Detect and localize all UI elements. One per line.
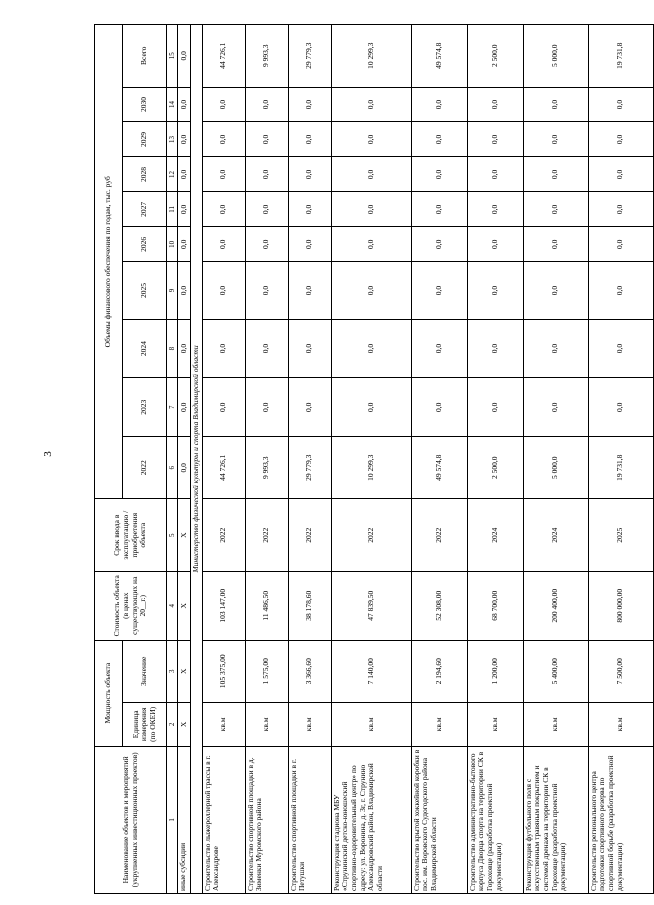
table-cell: Х (178, 499, 191, 571)
funding-value: 0,0 (588, 122, 653, 157)
table-cell: 0,0 (178, 378, 191, 437)
funding-value: 0,0 (411, 262, 467, 319)
unit-cell: кв.м (331, 703, 411, 747)
total-value: 49 574,8 (411, 25, 467, 88)
unit-cell: кв.м (288, 703, 331, 747)
funding-value: 0,0 (523, 319, 588, 378)
unit-cell: кв.м (202, 703, 245, 747)
funding-value: 0,0 (331, 319, 411, 378)
funding-value: 0,0 (202, 227, 245, 262)
funding-value: 9 993,3 (245, 437, 288, 499)
header-commission: Срок ввода в эксплуатацию / приобретения объекта (95, 499, 167, 571)
capacity-value: 2 194,60 (411, 640, 467, 702)
commission-year: 2022 (288, 499, 331, 571)
funding-value: 0,0 (245, 378, 288, 437)
funding-value: 0,0 (202, 262, 245, 319)
funding-value: 0,0 (588, 227, 653, 262)
funding-value: 0,0 (411, 227, 467, 262)
capacity-value: 7 140,00 (331, 640, 411, 702)
funding-value: 0,0 (331, 378, 411, 437)
column-number: 9 (167, 262, 178, 319)
unit-cell: кв.м (467, 703, 523, 747)
column-number: 4 (167, 571, 178, 640)
header-year: 2027 (123, 192, 167, 227)
funding-value: 0,0 (288, 378, 331, 437)
header-year: 2025 (123, 262, 167, 319)
header-year: 2030 (123, 87, 167, 122)
cost-value: 800 000,00 (588, 571, 653, 640)
cost-value: 38 178,60 (288, 571, 331, 640)
funding-value: 0,0 (467, 319, 523, 378)
capacity-value: 1 200,00 (467, 640, 523, 702)
object-name: Строительство лыжероллерной трассы в г. Александрове (202, 746, 245, 893)
funding-value: 0,0 (411, 319, 467, 378)
column-number: 7 (167, 378, 178, 437)
funding-value: 5 000,0 (523, 437, 588, 499)
funding-value: 0,0 (467, 262, 523, 319)
funding-value: 0,0 (288, 87, 331, 122)
other-subsidies-label: иные субсидии (178, 746, 191, 893)
header-total: Всего (123, 25, 167, 88)
funding-value: 0,0 (467, 87, 523, 122)
table-cell: 0,0 (178, 122, 191, 157)
total-value: 29 779,3 (288, 25, 331, 88)
header-year: 2026 (123, 227, 167, 262)
funding-value: 0,0 (467, 227, 523, 262)
header-year: 2029 (123, 122, 167, 157)
funding-value: 0,0 (588, 378, 653, 437)
funding-value: 0,0 (588, 87, 653, 122)
table-row (202, 25, 245, 894)
unit-cell: кв.м (411, 703, 467, 747)
object-name: Строительство крытой хоккейной коробки в пос. им. Воровского Судогодского района Владимирской области (411, 746, 467, 893)
funding-value: 44 726,1 (202, 437, 245, 499)
funding-value: 0,0 (331, 122, 411, 157)
funding-value: 19 731,8 (588, 437, 653, 499)
funding-value: 0,0 (331, 262, 411, 319)
funding-value: 0,0 (523, 87, 588, 122)
funding-value: 0,0 (588, 192, 653, 227)
funding-value: 0,0 (245, 87, 288, 122)
funding-value: 0,0 (523, 378, 588, 437)
column-number: 3 (167, 640, 178, 702)
header-year: 2023 (123, 378, 167, 437)
funding-value: 0,0 (467, 122, 523, 157)
table-row (588, 25, 653, 894)
header-funding: Объемы финансового обеспечения по годам, тыс. руб (95, 25, 123, 500)
funding-value: 0,0 (245, 227, 288, 262)
funding-value: 0,0 (588, 157, 653, 192)
object-name: Реконструкция футбольного поля с искусственным травяным покрытием и системой дренажа на территории СК в Гороховце (разработка проектной документации) (523, 746, 588, 893)
funding-value: 0,0 (331, 227, 411, 262)
object-name: Реконструкция стадиона МБУ «Струнинский детско-юношеский спортивно-оздоровительный центр» по адресу: ул. Воронина, д. 3г, г. Струнино Александровский район, Владимирской области (331, 746, 411, 893)
funding-value: 2 500,0 (467, 437, 523, 499)
funding-value: 0,0 (467, 192, 523, 227)
table-cell: 0,0 (178, 437, 191, 499)
commission-year: 2022 (331, 499, 411, 571)
table-cell: 0,0 (178, 157, 191, 192)
table-cell: Х (178, 703, 191, 747)
table-row (288, 25, 331, 894)
funding-value: 0,0 (411, 192, 467, 227)
ministry-heading: Министерство физической культуры и спорта Владимирской области (191, 25, 203, 894)
unit-cell: кв.м (588, 703, 653, 747)
unit-cell: кв.м (245, 703, 288, 747)
cost-value: 11 486,50 (245, 571, 288, 640)
funding-value: 0,0 (202, 192, 245, 227)
funding-value: 0,0 (288, 319, 331, 378)
capacity-value: 7 500,00 (588, 640, 653, 702)
header-name: Наименование объектов и мероприятий (укрупненных инвестиционных проектов) (95, 746, 167, 893)
table-row (411, 25, 467, 894)
funding-value: 29 779,3 (288, 437, 331, 499)
funding-value: 0,0 (202, 378, 245, 437)
funding-value: 0,0 (523, 122, 588, 157)
column-number: 8 (167, 319, 178, 378)
funding-value: 0,0 (288, 192, 331, 227)
funding-value: 0,0 (202, 319, 245, 378)
commission-year: 2022 (411, 499, 467, 571)
funding-value: 0,0 (245, 122, 288, 157)
header-capacity: Мощность объекта (95, 640, 123, 746)
funding-value: 0,0 (411, 87, 467, 122)
funding-value: 0,0 (523, 192, 588, 227)
funding-value: 10 299,3 (331, 437, 411, 499)
funding-value: 0,0 (202, 87, 245, 122)
column-number: 10 (167, 227, 178, 262)
table-row (245, 25, 288, 894)
table-cell: 0,0 (178, 319, 191, 378)
commission-year: 2024 (467, 499, 523, 571)
header-unit: Единица измерения (по ОКЕИ) (123, 703, 167, 747)
capacity-value: 5 400,00 (523, 640, 588, 702)
header-cost: Стоимость объекта (в ценах существующих на 20__г.) (95, 571, 167, 640)
header-year: 2024 (123, 319, 167, 378)
column-number: 13 (167, 122, 178, 157)
total-value: 19 731,8 (588, 25, 653, 88)
data-rows (202, 25, 653, 894)
object-name: Строительство административно-бытового корпуса Дворца спорта на территории СК в Гороховце (разработка проектной документации) (467, 746, 523, 893)
table-cell: 0,0 (178, 227, 191, 262)
funding-value: 0,0 (288, 122, 331, 157)
table-row (331, 25, 411, 894)
total-value: 10 299,3 (331, 25, 411, 88)
column-number: 11 (167, 192, 178, 227)
funding-value: 0,0 (411, 157, 467, 192)
page-number: 3 (42, 451, 54, 457)
capacity-value: 1 575,00 (245, 640, 288, 702)
financing-table (94, 24, 654, 894)
table-cell: 0,0 (178, 192, 191, 227)
funding-value: 0,0 (331, 192, 411, 227)
header-year: 2022 (123, 437, 167, 499)
column-number: 1 (167, 746, 178, 893)
total-value: 2 500,0 (467, 25, 523, 88)
table-row (523, 25, 588, 894)
total-value: 5 000,0 (523, 25, 588, 88)
funding-value: 0,0 (245, 319, 288, 378)
funding-value: 0,0 (588, 262, 653, 319)
table-cell: Х (178, 571, 191, 640)
table-cell: 0,0 (178, 25, 191, 88)
funding-value: 0,0 (245, 262, 288, 319)
funding-value: 0,0 (288, 157, 331, 192)
commission-year: 2024 (523, 499, 588, 571)
commission-year: 2025 (588, 499, 653, 571)
table-cell: 0,0 (178, 87, 191, 122)
column-number: 2 (167, 703, 178, 747)
header-year: 2028 (123, 157, 167, 192)
cost-value: 47 839,50 (331, 571, 411, 640)
capacity-value: 105 375,00 (202, 640, 245, 702)
funding-value: 0,0 (331, 157, 411, 192)
funding-value: 49 574,8 (411, 437, 467, 499)
column-number: 6 (167, 437, 178, 499)
object-name: Строительство спортивной площадки в г. Петушки (288, 746, 331, 893)
funding-value: 0,0 (245, 192, 288, 227)
commission-year: 2022 (245, 499, 288, 571)
table-cell: 0,0 (178, 262, 191, 319)
funding-value: 0,0 (467, 378, 523, 437)
commission-year: 2022 (202, 499, 245, 571)
funding-value: 0,0 (523, 227, 588, 262)
total-value: 44 726,1 (202, 25, 245, 88)
object-name: Строительство регионального центра подготовки спортивного резерва по спортивной борьбе (разработка проектной документации) (588, 746, 653, 893)
funding-value: 0,0 (588, 319, 653, 378)
funding-value: 0,0 (331, 87, 411, 122)
funding-value: 0,0 (202, 122, 245, 157)
table-row (467, 25, 523, 894)
funding-value: 0,0 (202, 157, 245, 192)
funding-value: 0,0 (288, 227, 331, 262)
funding-value: 0,0 (411, 378, 467, 437)
funding-value: 0,0 (523, 262, 588, 319)
funding-value: 0,0 (288, 262, 331, 319)
column-number: 12 (167, 157, 178, 192)
funding-value: 0,0 (467, 157, 523, 192)
cost-value: 52 308,00 (411, 571, 467, 640)
funding-value: 0,0 (523, 157, 588, 192)
table-cell: Х (178, 640, 191, 702)
funding-value: 0,0 (411, 122, 467, 157)
column-number: 5 (167, 499, 178, 571)
cost-value: 200 400,00 (523, 571, 588, 640)
capacity-value: 3 366,60 (288, 640, 331, 702)
column-number: 15 (167, 25, 178, 88)
rotated-table-area (94, 24, 625, 894)
column-number: 14 (167, 87, 178, 122)
unit-cell: кв.м (523, 703, 588, 747)
total-value: 9 993,3 (245, 25, 288, 88)
header-value: Значение (123, 640, 167, 702)
funding-value: 0,0 (245, 157, 288, 192)
cost-value: 68 700,00 (467, 571, 523, 640)
cost-value: 103 147,00 (202, 571, 245, 640)
object-name: Строительство спортивной площадки в д. Зименки Муромского района (245, 746, 288, 893)
